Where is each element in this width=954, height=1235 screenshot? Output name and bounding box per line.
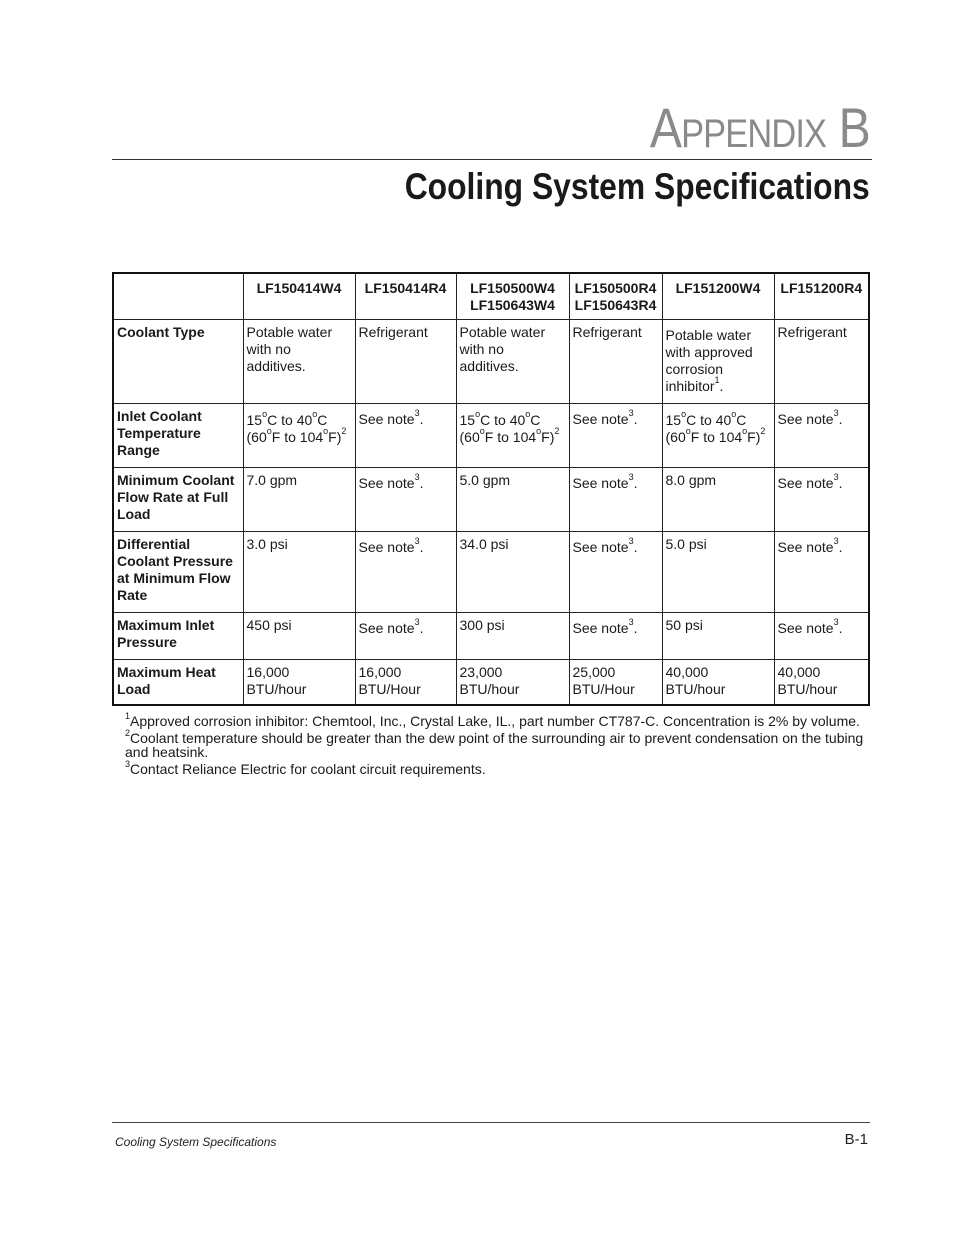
table-cell: 16,000 BTU/Hour — [355, 659, 456, 705]
appendix-initial: A — [649, 96, 682, 159]
table-cell: 7.0 gpm — [243, 467, 355, 531]
table-row — [113, 612, 869, 659]
table-cell: 3.0 psi — [243, 531, 355, 612]
table-cell: Potable water with no additives. — [456, 319, 569, 403]
row-header: Differential Coolant Pressure at Minimum Flow Rate — [113, 531, 243, 612]
table-cell: See note$^3$. — [355, 403, 456, 467]
table-cell: 8.0 gpm — [662, 467, 774, 531]
title-divider — [112, 159, 872, 160]
table-row — [113, 319, 869, 403]
table-row — [113, 659, 869, 705]
table-row — [113, 531, 869, 612]
column-header: LF150414R4 — [355, 273, 456, 319]
table-cell: 50 psi — [662, 612, 774, 659]
table-cell: Potable water with no additives. — [243, 319, 355, 403]
footnote: $^3$Contact Reliance Electric for coolant circuit requirements. — [125, 759, 486, 777]
column-header: LF150500R4 LF150643R4 — [569, 273, 662, 319]
table-cell: See note$^3$. — [569, 612, 662, 659]
table-row — [113, 467, 869, 531]
table-cell: See note$^3$. — [355, 467, 456, 531]
table-cell: 23,000 BTU/hour — [456, 659, 569, 705]
table-cell: Refrigerant — [355, 319, 456, 403]
column-header: LF150414W4 — [243, 273, 355, 319]
page-number: B-1 — [844, 1131, 868, 1148]
table-cell: See note$^3$. — [774, 531, 869, 612]
column-header: LF151200R4 — [774, 273, 869, 319]
table-cell: 16,000 BTU/hour — [243, 659, 355, 705]
table-cell: See note$^3$. — [569, 531, 662, 612]
row-header: Maximum Inlet Pressure — [113, 612, 243, 659]
column-header: LF150500W4 LF150643W4 — [456, 273, 569, 319]
table-cell: See note$^3$. — [569, 403, 662, 467]
table-cell: 300 psi — [456, 612, 569, 659]
footnote: $^2$Coolant temperature should be greater than the dew point of the surrounding air to prevent condensation on the tubing and heatsink. — [125, 728, 864, 760]
table-cell: See note$^3$. — [355, 531, 456, 612]
table-cell: 15$^o$C to 40$^o$C (60$^o$F to 104$^o$F)$^2$ — [456, 403, 569, 467]
row-header: Minimum Coolant Flow Rate at Full Load — [113, 467, 243, 531]
footnote: $^1$Approved corrosion inhibitor: Chemtool, Inc., Crystal Lake, IL., part number CT787-C. Concentration is 2% by volume. — [125, 711, 860, 729]
table-cell: See note$^3$. — [355, 612, 456, 659]
table-cell: 5.0 gpm — [456, 467, 569, 531]
row-header: Maximum Heat Load — [113, 659, 243, 705]
footer-title: Cooling System Specifications — [115, 1135, 277, 1149]
table-cell: 25,000 BTU/Hour — [569, 659, 662, 705]
column-header: LF151200W4 — [662, 273, 774, 319]
table-cell: See note$^3$. — [569, 467, 662, 531]
header-corner-cell — [113, 273, 243, 319]
page-title: Cooling System Specifications — [404, 166, 870, 207]
footer-divider — [112, 1122, 870, 1123]
cooling-spec-table — [112, 272, 870, 706]
footnotes — [125, 711, 875, 779]
table-cell: 40,000 BTU/hour — [662, 659, 774, 705]
table-cell: 5.0 psi — [662, 531, 774, 612]
table-header-row — [113, 273, 869, 319]
table-cell: 34.0 psi — [456, 531, 569, 612]
table-cell: 15$^o$C to 40$^o$C (60$^o$F to 104$^o$F)$^2$ — [662, 403, 774, 467]
table-cell: Refrigerant — [774, 319, 869, 403]
row-header: Inlet Coolant Temperature Range — [113, 403, 243, 467]
table-row — [113, 403, 869, 467]
table-cell: Refrigerant — [569, 319, 662, 403]
table-cell: 40,000 BTU/hour — [774, 659, 869, 705]
appendix-heading — [649, 96, 870, 159]
table-cell: 15$^o$C to 40$^o$C (60$^o$F to 104$^o$F)$^2$ — [243, 403, 355, 467]
appendix-word-rest: PPENDIX — [681, 112, 827, 156]
table-cell: See note$^3$. — [774, 403, 869, 467]
table-cell: See note$^3$. — [774, 612, 869, 659]
table-cell: Potable water with approved corrosion inhibitor$^1$. — [662, 319, 774, 403]
appendix-letter: B — [838, 96, 870, 159]
table-cell: 450 psi — [243, 612, 355, 659]
row-header: Coolant Type — [113, 319, 243, 403]
table-cell: See note$^3$. — [774, 467, 869, 531]
